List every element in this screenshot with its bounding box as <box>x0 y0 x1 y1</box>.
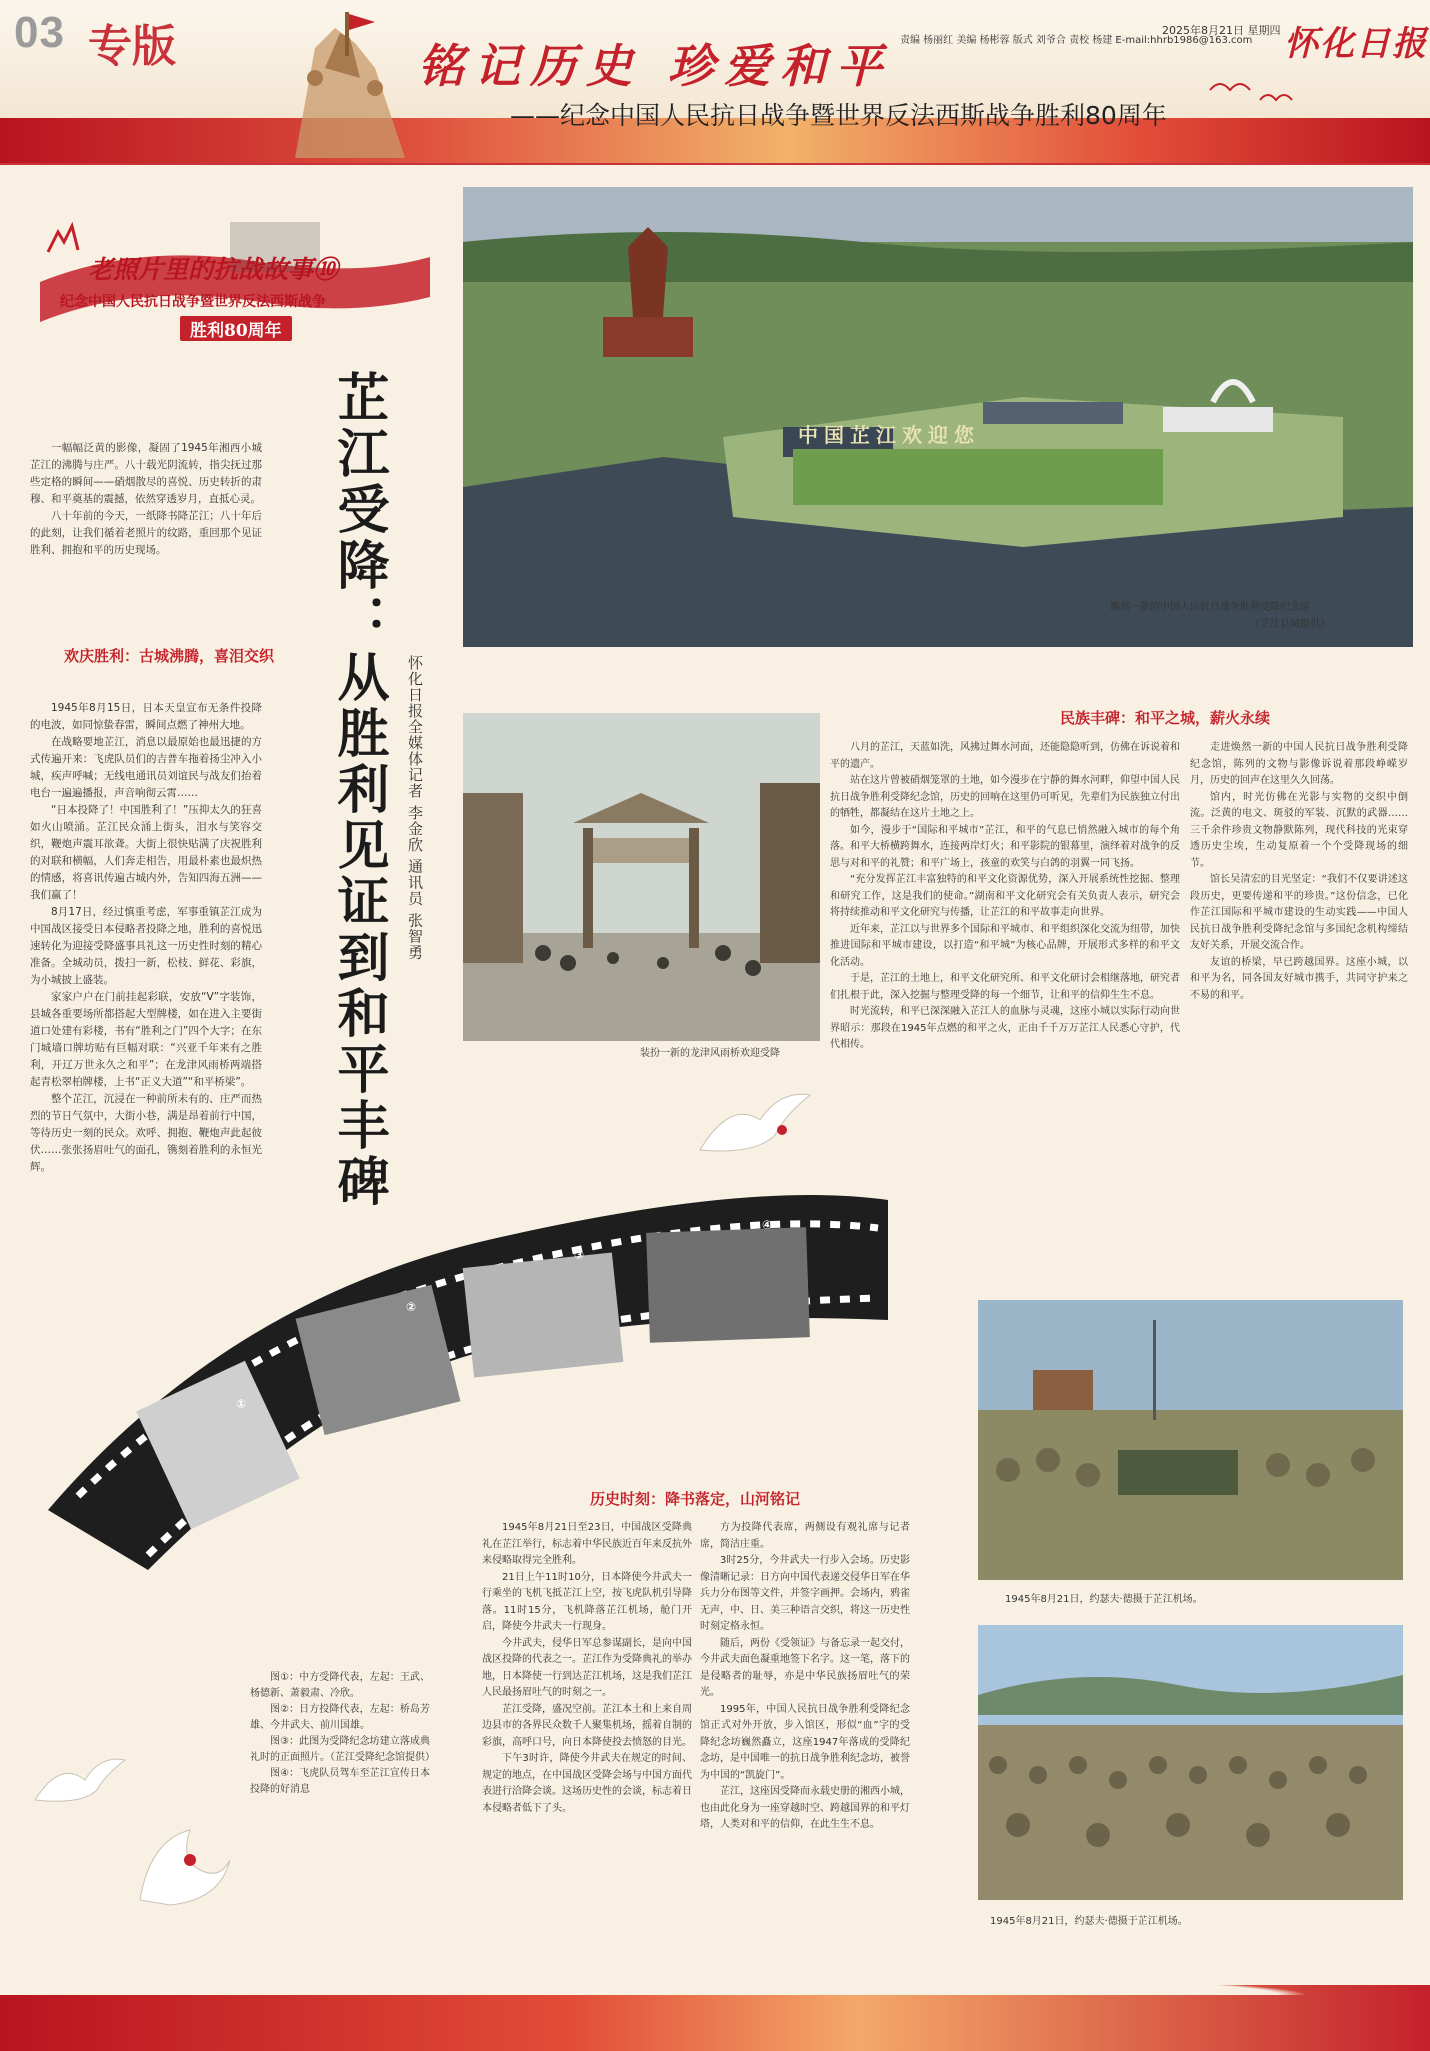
body-paragraph: 3时25分，今井武夫一行步入会场。历史影像清晰记录：日方向中国代表递交侵华日军在华兵力分布图等文件，并签字画押。会场内，鸦雀无声，中、日、美三种语言交织，将这一历史性时刻定格永恒。 <box>700 1555 910 1632</box>
body-paragraph: 在战略要地芷江，消息以最原始也最迅捷的方式传遍开来：飞虎队员们的吉普车拖着扬尘冲入小城，疾声呼喊；无线电通讯员刘谊民与战友们抬着电台一遍遍播报，声音响彻云霄…… <box>30 736 262 799</box>
body-paragraph: 友谊的桥梁，早已跨越国界。这座小城，以和平为名，同各国友好城市携手，共同守护来之不易的和平。 <box>1190 956 1408 1001</box>
section-heading: 欢庆胜利：古城沸腾，喜泪交织 <box>64 647 275 665</box>
body-paragraph: 今井武夫，侵华日军总参谋副长，是向中国战区投降的代表之一。芷江作为受降典礼的举办地，日本降使一行到达芷江机场，这是我们芷江人民最扬眉吐气的时刻之一。 <box>482 1637 692 1698</box>
doves-icon <box>1200 70 1320 110</box>
intro-paragraph: 一幅幅泛黄的影像，凝固了1945年湘西小城芷江的沸腾与庄严。八十载光阴流转，指尖抚过那些定格的瞬间——硝烟散尽的喜悦、历史转折的肃穆、和平奠基的震撼，依然穿透岁月，直抵心灵。 <box>30 442 262 505</box>
body-paragraph: 1945年8月15日，日本天皇宣布无条件投降的电波，如同惊蛰春雷，瞬间点燃了神州大地。 <box>30 702 262 731</box>
dove-icon <box>30 1755 130 1815</box>
body-paragraph: “充分发挥芷江丰富独特的和平文化资源优势，深入开展系统性挖掘、整理和研究工作，这是我们的使命。”湖南和平文化研究会有关负责人表示，研究会将持续推动和平文化研究与传播，让芷江的和平故事走向世界。 <box>830 874 1180 918</box>
slogan: 铭记历史 珍爱和平 <box>418 39 893 93</box>
body-paragraph: “日本投降了！中国胜利了！”压抑太久的狂喜如火山喷涌。芷江民众涌上街头，泪水与笑容交织，鞭炮声震耳欲聋。大街上很快贴满了庆祝胜利的对联和横幅，人们奔走相告，用最朴素也最炽热的情感，将喜讯传遍古城内外，告知四海五洲——我们赢了！ <box>30 804 262 901</box>
intro-paragraph: 八十年前的今天，一纸降书降芷江；八十年后的此刻，让我们循着老照片的纹路，重回那个见证胜利、拥抱和平的历史现场。 <box>30 510 262 556</box>
section3-text-left <box>482 1520 692 1970</box>
body-paragraph: 如今，漫步于“国际和平城市”芷江，和平的气息已悄然融入城市的每个角落。和平大桥横跨舞水，连接两岸灯火；和平影院的银幕里，演绎着对战争的反思与对和平的礼赞；和平广场上，孩童的欢笑与白鸽的羽翼一同飞扬。 <box>830 824 1180 869</box>
film-frame-number: ④ <box>762 1218 773 1232</box>
photo-credit: （芷江县城提供） <box>1250 619 1330 630</box>
subslogan: ——纪念中国人民抗日战争暨世界反法西斯战争胜利80周年 <box>510 101 1167 130</box>
staff-credits: 责编 杨丽红 美编 杨彬蓉 版式 刘爷合 责校 杨建 E-mail:hhrb1986@163.com <box>900 35 1253 46</box>
section3-text-right <box>700 1520 910 1970</box>
section1-text <box>30 700 262 1176</box>
memorial-aerial-image <box>463 187 1413 647</box>
film-frame-number: ② <box>406 1300 417 1314</box>
issue-date: 2025年8月21日 星期四 <box>1162 24 1281 37</box>
column-subtitle: 纪念中国人民抗日战争暨世界反法西斯战争 <box>60 294 326 310</box>
film-frame <box>646 1227 810 1343</box>
section-heading: 历史时刻：降书落定，山河铭记 <box>590 1490 801 1508</box>
paper-name: 怀化日报 <box>1284 24 1428 64</box>
airfield-color-photo-1 <box>978 1300 1403 1580</box>
column-title: 老照片里的抗战故事⑩ <box>88 255 339 284</box>
film-note: 图③：此图为受降纪念坊建立落成典礼时的正面照片。（芷江受降纪念馆提供） <box>250 1736 435 1763</box>
troops-assembly-image <box>978 1625 1403 1900</box>
body-paragraph: 馆长吴清宏的目光坚定：“我们不仅要讲述这段历史，更要传递和平的珍贵。”这份信念，已化作芷江国际和平城市建设的生动实践——中国人民抗日战争胜利受降纪念馆与多国纪念机构缔结友好关系，开展交流合作。 <box>1190 874 1408 951</box>
intro-text <box>30 440 262 559</box>
welcome-arch-image <box>463 713 820 1041</box>
body-paragraph: 1995年，中国人民抗日战争胜利受降纪念馆正式对外开放，步入馆区，形似“血”字的受降纪念坊巍然矗立，这座1947年落成的受降纪念坊，是中国唯一的抗日战争胜利纪念坊，被誉为中国的“凯旋门”。 <box>700 1703 910 1781</box>
masthead <box>0 0 1430 165</box>
body-paragraph: 1945年8月21日至23日，中国战区受降典礼在芷江举行，标志着中华民族近百年来反抗外来侵略取得完全胜利。 <box>482 1522 692 1566</box>
photo-caption: 焕然一新的中国人民抗日战争胜利受降纪念馆 <box>1110 602 1310 613</box>
film-strip <box>28 1180 888 1570</box>
body-paragraph: 芷江，这座因受降而永载史册的湘西小城，也由此化身为一座穿越时空、跨越国界的和平灯塔，人类对和平的信仰，在此生生不息。 <box>700 1786 910 1830</box>
body-paragraph: 芷江受降，盛况空前。芷江本土和上来自周边县市的各界民众数千人聚集机场，摇着自制的彩旗，高呼口号，向日本降使投去愤怒的目光。 <box>482 1703 692 1748</box>
body-paragraph: 方为投降代表席，两侧设有观礼席与记者席，简洁庄重。 <box>700 1522 910 1550</box>
body-paragraph: 整个芷江，沉浸在一种前所未有的、庄严而热烈的节日气氛中，大街小巷，满是昂着前行中国，等待历史一刻的民众。欢呼、拥抱、鞭炮声此起彼伏……张张扬眉吐气的面孔，镌刻着胜利的永恒光辉。 <box>30 1093 262 1173</box>
page-number: 03 <box>14 8 65 57</box>
dove-icon <box>690 1090 820 1170</box>
film-notes <box>250 1670 435 1798</box>
film-note: 图④：飞虎队员驾车至芷江宣传日本投降的好消息 <box>250 1768 430 1795</box>
footer-ribbon <box>0 1985 1430 2051</box>
film-frame <box>463 1252 624 1377</box>
page-section-name: 专版 <box>88 21 176 72</box>
body-paragraph: 8月17日，经过慎重考虑，军事重镇芷江成为中国战区接受日本侵略者投降之地，胜利的喜悦迅速转化为迎接受降盛事具礼这一历史性时刻的精心准备。全城动员，拨扫一新，松枝、鲜花、彩旗，为小城披上盛装。 <box>30 906 262 986</box>
film-frame-number: ① <box>236 1397 247 1411</box>
photo-caption: 1945年8月21日，约瑟夫·德摄于芷江机场。 <box>1005 1594 1203 1605</box>
film-frame-number: ③ <box>574 1248 585 1262</box>
airfield-color-photo-2 <box>978 1625 1403 1900</box>
memorial-aerial-photo <box>463 187 1413 647</box>
body-paragraph: 时光流转，和平已深深融入芷江人的血脉与灵魂，这座小城以实际行动向世界昭示：那段在1945年点燃的和平之火，正由千千万万芷江人民悉心守护，代代相传。 <box>830 1006 1180 1050</box>
film-note: 图①：中方受降代表，左起：王武、杨德新、萧毅肃、冷欣。 <box>250 1672 430 1699</box>
body-paragraph: 馆内，时光仿佛在光影与实物的交织中倒流。泛黄的电文、斑驳的军装、沉默的武器……三千余件珍贵文物静默陈列，现代科技的光束穿透历史尘埃，生动复原着一个个受降现场的细节。 <box>1190 791 1408 869</box>
body-paragraph: 站在这片曾被硝烟笼罩的土地，如今漫步在宁静的舞水河畔，仰望中国人民抗日战争胜利受降纪念馆，历史的回响在这里仍可听见，先辈们为民族独立付出的牺牲，都凝结在这片土地之上。 <box>830 775 1180 819</box>
airfield-crowd-image <box>978 1300 1403 1580</box>
body-paragraph: 随后，两份《受领证》与备忘录一起交付，今井武夫面色凝重地签下名字。这一笔，落下的是侵略者的耻辱，亦是中华民族扬眉吐气的荣光。 <box>700 1637 910 1698</box>
headline: 芷江受降：从胜利见证到和平丰碑 <box>328 370 388 1210</box>
photo-overlay-text: 中国芷江欢迎您 <box>798 423 980 447</box>
photo-caption: 装扮一新的龙津风雨桥欢迎受降 <box>640 1048 780 1059</box>
film-note: 图②：日方投降代表，左起：桥岛芳雄、今井武夫、前川国雄。 <box>250 1704 430 1731</box>
section-heading: 民族丰碑：和平之城，薪火永续 <box>1060 709 1271 727</box>
body-paragraph: 家家户户在门前挂起彩联，安放“V”字装饰，县城各重要场所都搭起大型牌楼，如在进入主要街道口处建有彩楼，书有“胜利之门”四个大字；在东门城墙口牌坊贴有巨幅对联：“兴亚千年来有之胜利，开辽万世永久之和平”；在龙津风雨桥两端搭起青松翠柏牌楼，上书“正义大道”“和平桥梁”。 <box>30 991 262 1088</box>
body-paragraph: 八月的芷江，天蓝如洗，风拂过舞水河面，还能隐隐听到，仿佛在诉说着和平的遗产。 <box>830 742 1180 770</box>
dove-icon <box>120 1800 240 1920</box>
photo-caption: 1945年8月21日，约瑟夫·德摄于芷江机场。 <box>990 1916 1188 1927</box>
body-paragraph: 21日上午11时10分，日本降使今井武夫一行乘坐的飞机飞抵芷江上空，按飞虎队机引导降落。11时15分，飞机降落芷江机场，舱门开启，降使今井武夫一行现身。 <box>482 1571 692 1632</box>
column-anniversary: 胜利80周年 <box>180 316 292 341</box>
body-paragraph: 走进焕然一新的中国人民抗日战争胜利受降纪念馆，陈列的文物与影像诉说着那段峥嵘岁月，历史的回声在这里久久回荡。 <box>1190 742 1408 786</box>
body-paragraph: 下午3时许，降使今井武夫在规定的时间、规定的地点，在中国战区受降会场与中国方面代表进行洽降会谈。这场历史性的会谈，标志着日本侵略者低下了头。 <box>482 1753 692 1814</box>
soldier-monument-icon <box>255 8 425 158</box>
body-paragraph: 近年来，芷江以与世界多个国际和平城市、和平组织深化交流为纽带，加快推进国际和平城市建设，以打造“和平城”为核心品牌，开展形式多样的和平文化活动。 <box>830 923 1180 968</box>
byline: 怀化日报全媒体记者 李金欣 通讯员 张智勇 <box>406 655 424 961</box>
body-paragraph: 于是，芷江的土地上，和平文化研究所、和平文化研讨会相继落地，研究者们扎根于此，深入挖掘与整理受降的每一个细节，让和平的信仰生生不息。 <box>830 973 1180 1001</box>
arch-photo <box>463 713 820 1041</box>
